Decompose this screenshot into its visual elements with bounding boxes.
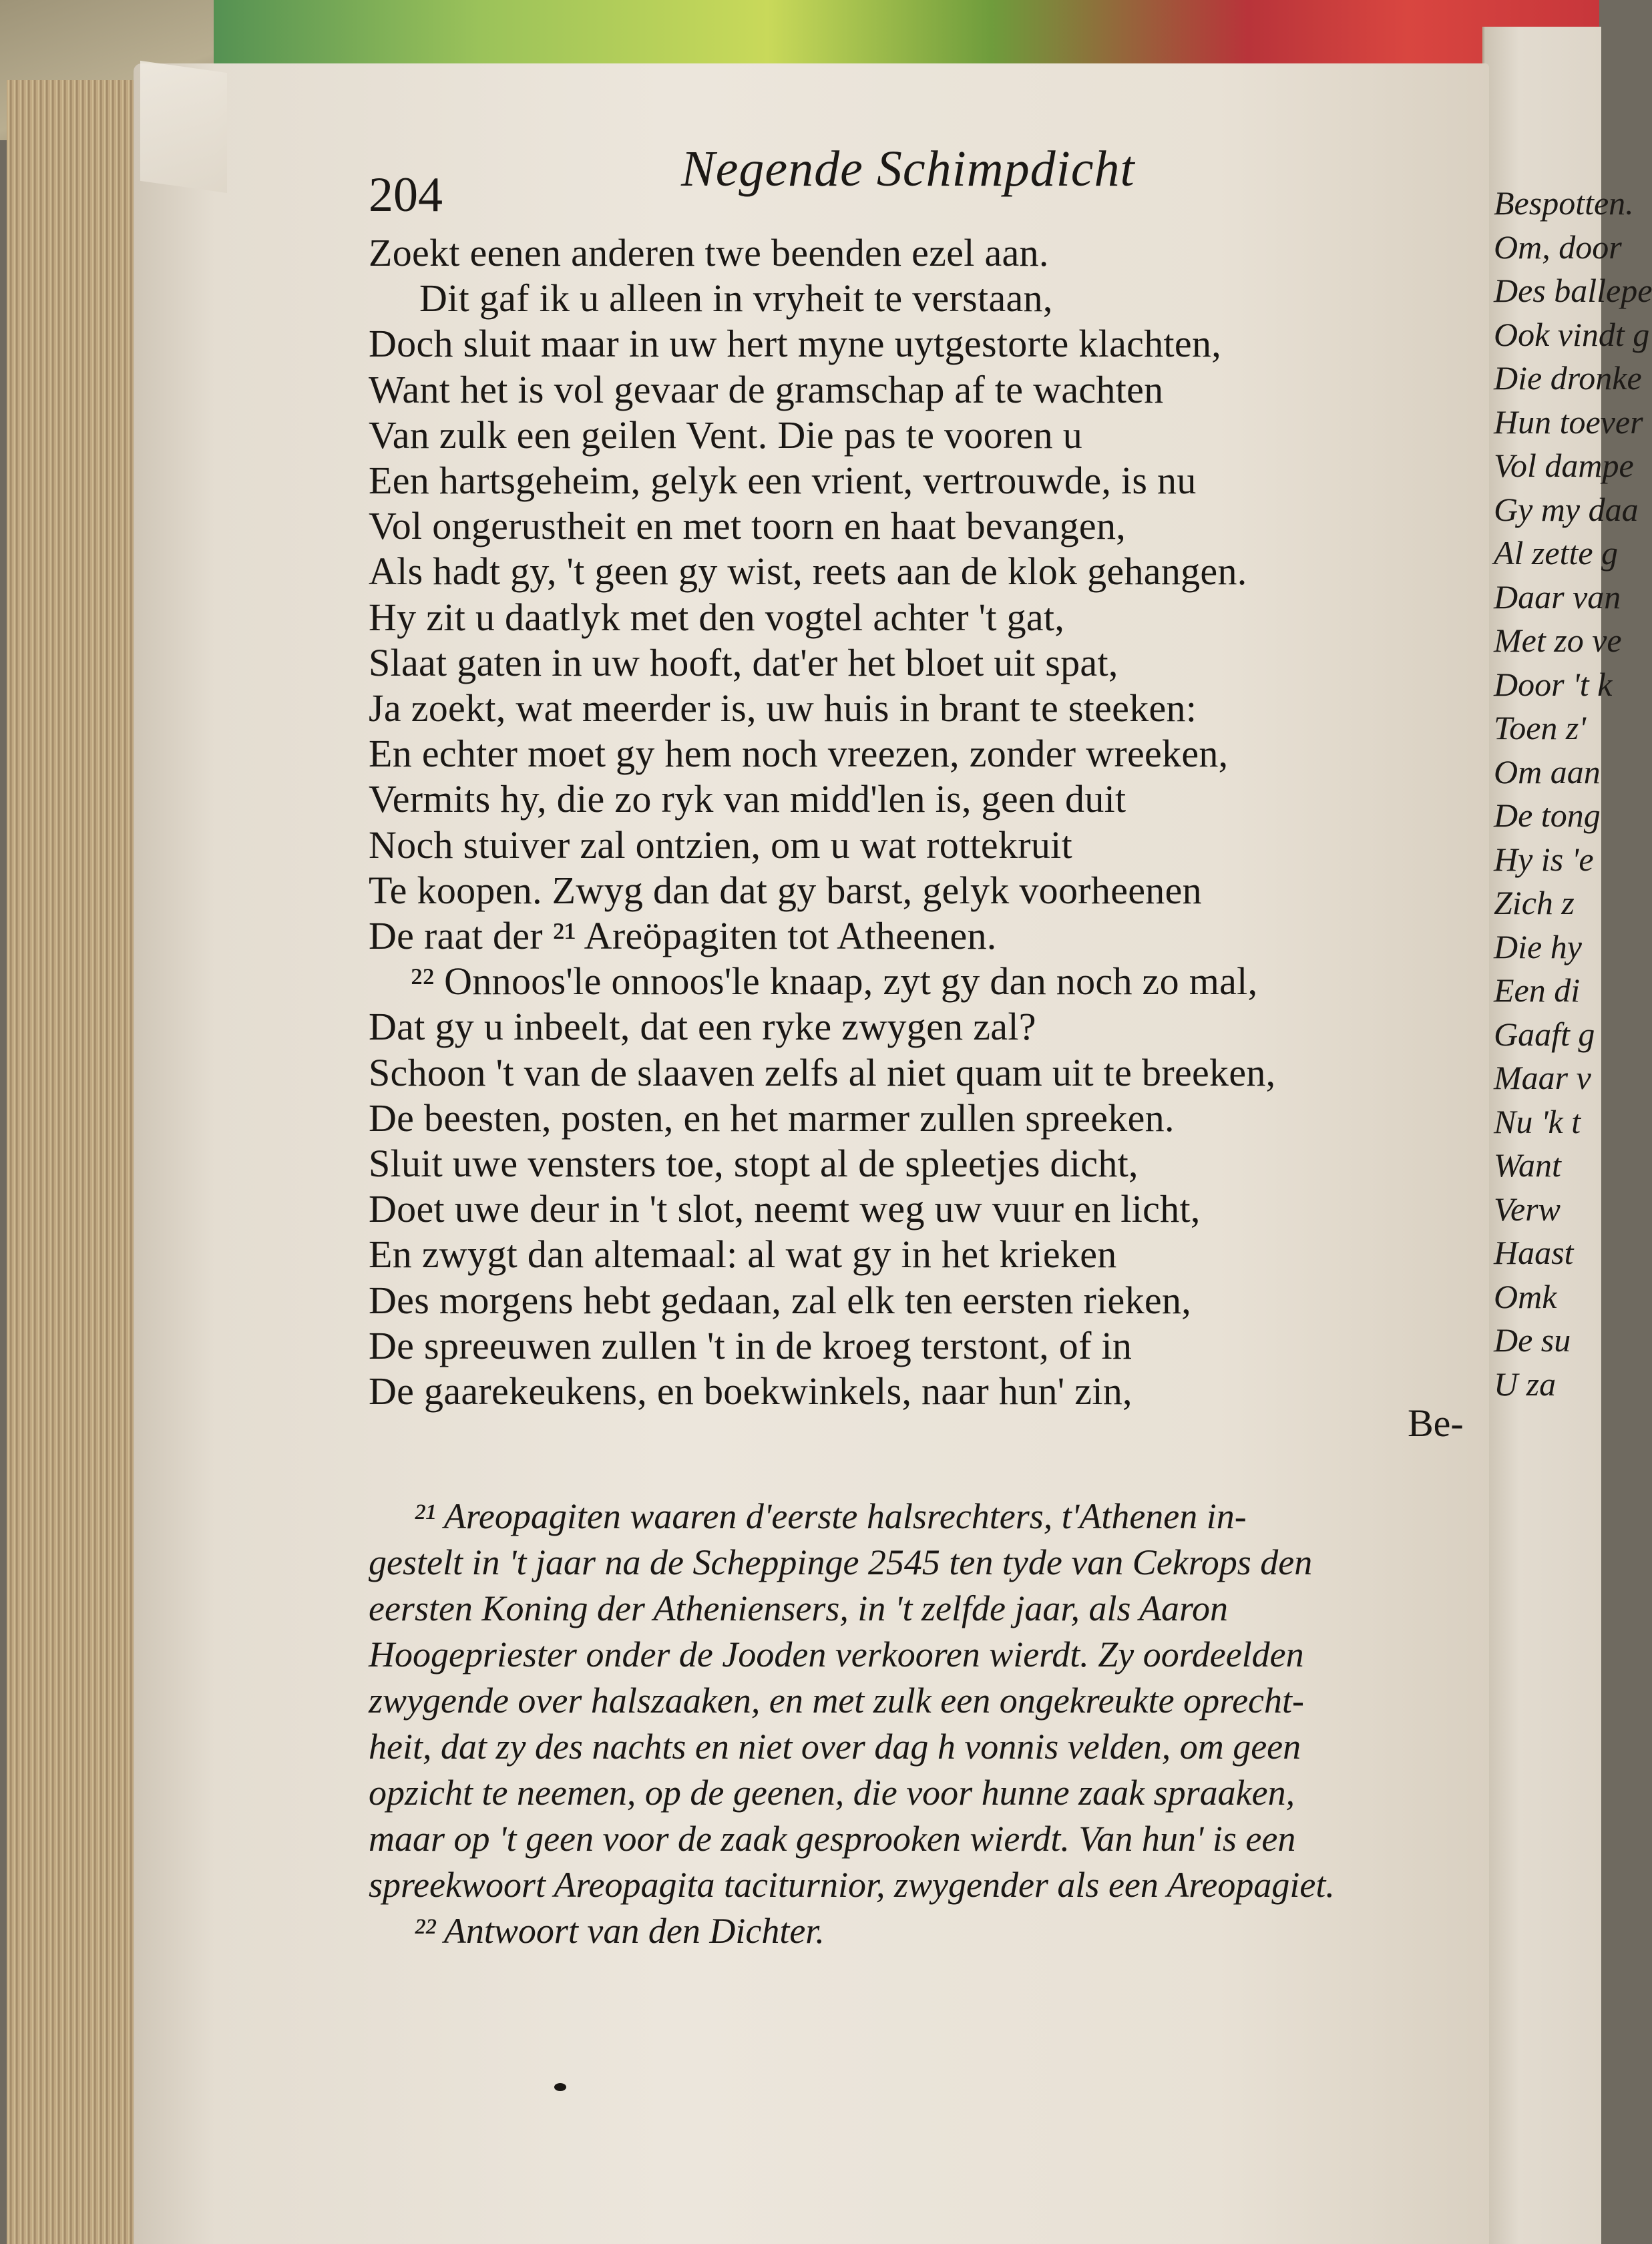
facing-page-line: Om, door <box>1494 228 1622 266</box>
facing-page-line: Gaaft g <box>1494 1015 1595 1053</box>
poem-line: De beesten, posten, en het marmer zullen spreeken. <box>369 1096 1175 1140</box>
poem-line: Een hartsgeheim, gelyk een vrient, vertrouwde, is nu <box>369 459 1197 502</box>
catchword: Be- <box>1408 1401 1464 1445</box>
facing-page-line: Nu 'k t <box>1494 1102 1581 1140</box>
poem-line: Slaat gaten in uw hooft, dat'er het bloet uit spat, <box>369 640 1118 684</box>
facing-page-line: Met zo ve <box>1494 622 1622 659</box>
poem-line: Te koopen. Zwyg dan dat gy barst, gelyk voorheenen <box>369 868 1202 912</box>
facing-page-line: De su <box>1494 1321 1571 1359</box>
poem-line: Zoekt eenen anderen twe beenden ezel aan. <box>369 231 1049 274</box>
facing-page-line: Die dronke <box>1494 359 1642 397</box>
facing-page-line: Des ballepe <box>1494 272 1652 309</box>
facing-page-line: Toen z' <box>1494 709 1587 746</box>
poem-line: De raat der ²¹ Areöpagiten tot Atheenen. <box>369 914 997 957</box>
footnote-line: opzicht te neemen, op de geenen, die voor hunne zaak spraaken, <box>369 1773 1295 1813</box>
poem-line: Schoon 't van de slaaven zelfs al niet quam uit te breeken, <box>369 1050 1276 1094</box>
facing-page-line: Om aan <box>1494 752 1601 791</box>
facing-page-line: Verw <box>1494 1190 1561 1228</box>
facing-page-line: Al zette g <box>1494 534 1619 572</box>
poem-line: Doch sluit maar in uw hert myne uytgestorte klachten, <box>369 322 1222 366</box>
poem-line: Noch stuiver zal ontzien, om u wat rottekruit <box>369 823 1072 867</box>
poem-line: Van zulk een geilen Vent. Die pas te vooren u <box>369 413 1082 457</box>
facing-page-line: Hy is 'e <box>1494 840 1594 878</box>
poem-line: De spreeuwen zullen 't in de kroeg terstont, of in <box>369 1323 1132 1367</box>
facing-page-line: Haast <box>1494 1234 1574 1271</box>
facing-page-line: Gy my daa <box>1494 490 1639 528</box>
facing-page-line: Zich z <box>1494 884 1575 921</box>
poem-line: Dat gy u inbeelt, dat een ryke zwygen zal? <box>369 1005 1036 1049</box>
facing-page-line: Hun toever <box>1494 403 1643 441</box>
poem-line: Doet uwe deur in 't slot, neemt weg uw vuur en licht, <box>369 1187 1201 1231</box>
facing-page-line: Omk <box>1494 1277 1557 1315</box>
footnote-line: eersten Koning der Atheniensers, in 't zelfde jaar, als Aaron <box>369 1588 1228 1628</box>
footnote-line: gestelt in 't jaar na de Scheppinge 2545 ten tyde van Cekrops den <box>369 1542 1313 1582</box>
ink-speck <box>554 2083 566 2091</box>
footnote-line: heit, dat zy des nachts en niet over dag h vonnis velden, om geen <box>369 1727 1301 1767</box>
facing-page-line: Want <box>1494 1146 1561 1184</box>
facing-page-line: Door 't k <box>1494 665 1613 703</box>
poem-line: Dit gaf ik u alleen in vryheit te verstaan, <box>419 276 1053 320</box>
poem-line: Als hadt gy, 't geen gy wist, reets aan de klok gehangen. <box>369 549 1247 594</box>
poem-line: En echter moet gy hem noch vreezen, zonder wreeken, <box>369 732 1229 776</box>
facing-page-line: Bespotten. <box>1494 184 1634 222</box>
folded-page-corner <box>140 61 227 193</box>
footnote-line: spreekwoort Areopagita taciturnior, zwygender als een Areopagiet. <box>369 1865 1335 1905</box>
poem-line: Ja zoekt, wat meerder is, uw huis in brant te steeken: <box>369 686 1197 730</box>
poem-line: Vol ongerustheit en met toorn en haat bevangen, <box>369 504 1126 548</box>
poem-line: De gaarekeukens, en boekwinkels, naar hun' zin, <box>369 1369 1132 1413</box>
footnote-line: Hoogepriester onder de Jooden verkooren wierdt. Zy oordeelden <box>369 1634 1304 1674</box>
poem-line: Hy zit u daatlyk met den vogtel achter 't gat, <box>369 595 1065 639</box>
facing-page-line: Een di <box>1494 971 1581 1009</box>
facing-page-line: Maar v <box>1494 1059 1591 1096</box>
facing-page-line: U za <box>1494 1365 1557 1403</box>
poem-line: Sluit uwe vensters toe, stopt al de spleetjes dicht, <box>369 1142 1139 1185</box>
facing-page-line: Vol dampe <box>1494 447 1634 484</box>
running-head: Negende Schimpdicht <box>681 141 1135 197</box>
poem-line: Des morgens hebt gedaan, zal elk ten eersten rieken, <box>369 1278 1192 1322</box>
facing-page-line: Daar van <box>1494 578 1621 616</box>
poem-line: Vermits hy, die zo ryk van midd'len is, geen duit <box>369 777 1126 821</box>
facing-page-line: Ook vindt g <box>1494 315 1650 353</box>
facing-page-line: Die hy <box>1494 927 1582 965</box>
page-number: 204 <box>369 168 443 222</box>
facing-page-line: De tong <box>1494 797 1601 834</box>
footnote-line: ²¹ Areopagiten waaren d'eerste halsrechters, t'Athenen in- <box>414 1496 1247 1536</box>
poem-line: En zwygt dan altemaal: al wat gy in het krieken <box>369 1232 1117 1277</box>
facing-page-fragment <box>1482 27 1652 2244</box>
footnote-line: maar op 't geen voor de zaak gesprooken wierdt. Van hun' is een <box>369 1819 1296 1859</box>
book-page-edges <box>7 80 149 2244</box>
footnote-line: zwygende over halszaaken, en met zulk een ongekreukte oprecht- <box>369 1680 1304 1721</box>
poem-line: ²² Onnoos'le onnoos'le knaap, zyt gy dan noch zo mal, <box>411 959 1258 1003</box>
footnote-line: ²² Antwoort van den Dichter. <box>414 1911 825 1951</box>
poem-line: Want het is vol gevaar de gramschap af te wachten <box>369 367 1164 411</box>
